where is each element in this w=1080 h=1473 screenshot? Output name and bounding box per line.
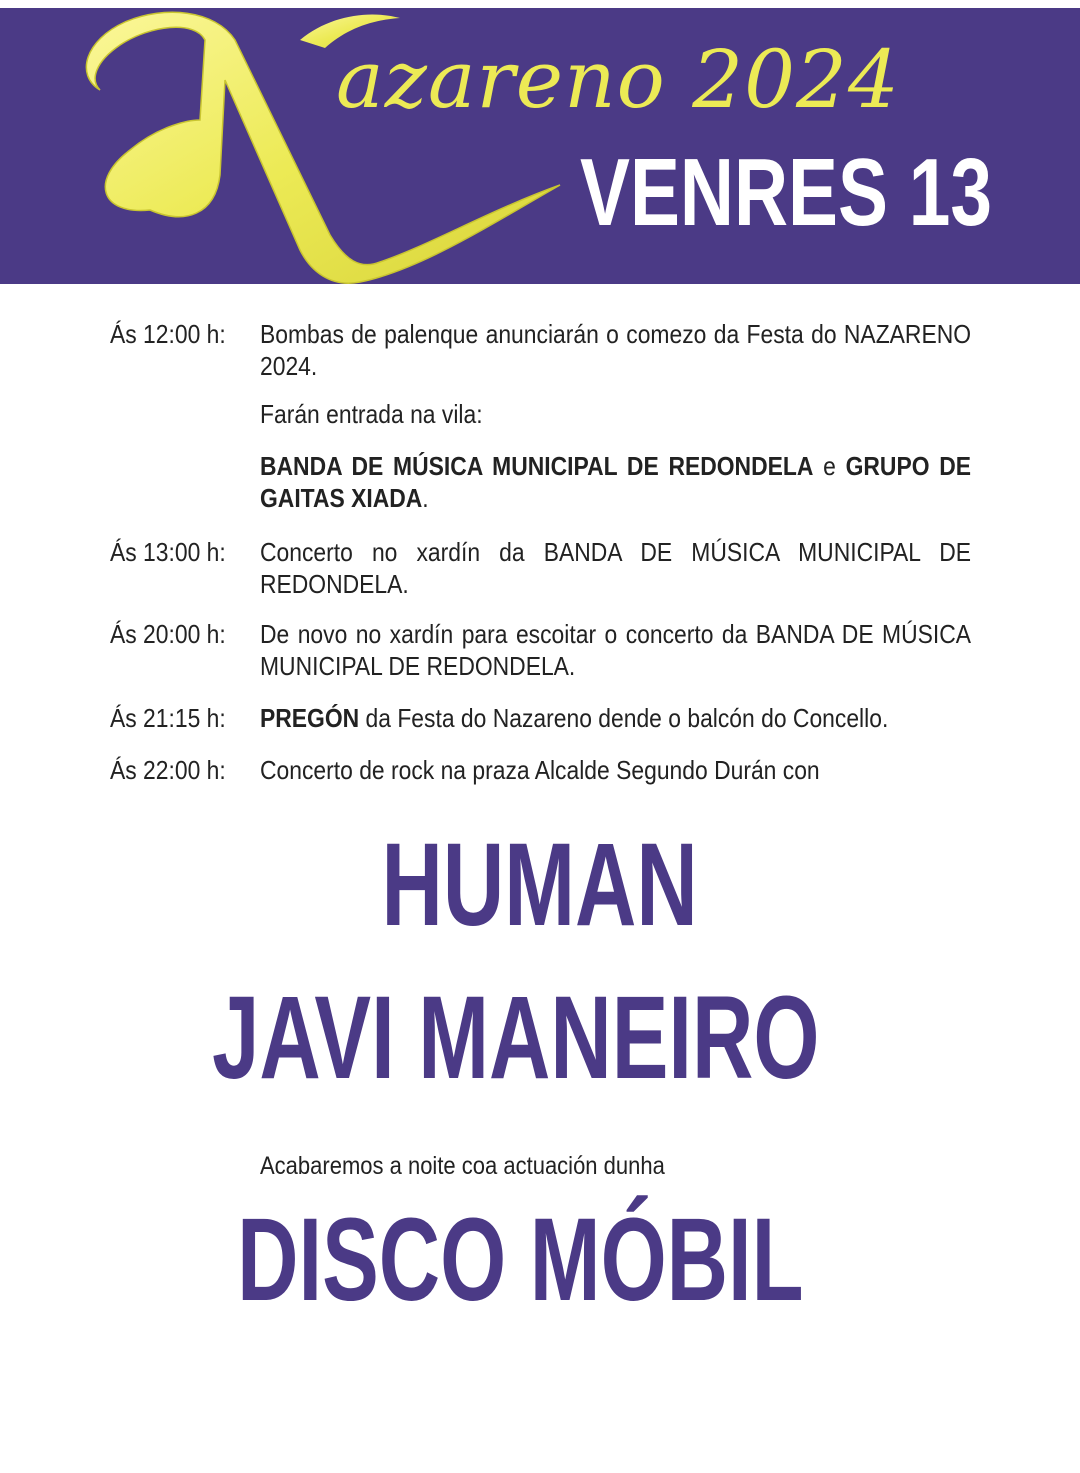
closing-act — [0, 1190, 1060, 1330]
schedule-time: Ás 22:00 h: — [110, 755, 226, 785]
text-segment: Bombas de palenque anunciarán o comezo da Festa do NAZARENO 2024. — [260, 319, 972, 381]
headliner-1 — [0, 815, 1080, 955]
event-title: azareno 2024 — [336, 33, 900, 126]
headliner-1-text: HUMAN — [381, 819, 699, 951]
schedule-time: Ás 21:15 h: — [110, 703, 226, 733]
schedule-description — [260, 318, 971, 382]
text-segment: De novo no xardín para escoitar o concerto da BANDA DE MÚSICA MUNICIPAL DE REDONDELA. — [260, 619, 972, 681]
text-segment: e — [813, 451, 846, 481]
text-segment: Concerto no xardín da BANDA DE MÚSICA MUNICIPAL DE REDONDELA. — [260, 537, 972, 599]
text-segment: Farán entrada na vila: — [260, 399, 483, 429]
schedule-description — [260, 702, 971, 734]
bold-text: BANDA DE MÚSICA MUNICIPAL DE REDONDELA — [260, 451, 814, 481]
schedule-description — [260, 536, 971, 600]
schedule-description — [260, 618, 971, 682]
schedule-description — [260, 754, 971, 786]
closing-act-text: DISCO MÓBIL — [236, 1194, 804, 1326]
headliner-2 — [0, 968, 1056, 1108]
schedule-time: Ás 13:00 h: — [110, 537, 226, 567]
schedule-time: Ás 12:00 h: — [110, 319, 226, 349]
schedule-description — [260, 398, 971, 430]
headliner-2-text: JAVI MANEIRO — [212, 972, 820, 1104]
text-segment: da Festa do Nazareno dende o balcón do Concello. — [359, 703, 889, 733]
closing-note: Acabaremos a noite coa actuación dunha — [260, 1152, 665, 1180]
bold-text: PREGÓN — [260, 703, 360, 733]
bold-text: GRUPO DE GAITAS XIADA — [260, 451, 972, 513]
schedule-description — [260, 450, 971, 514]
text-segment: . — [422, 483, 429, 513]
text-segment: Concerto de rock na praza Alcalde Segundo Durán con — [260, 755, 820, 785]
event-day: VENRES 13 — [580, 139, 993, 246]
schedule-time: Ás 20:00 h: — [110, 619, 226, 649]
